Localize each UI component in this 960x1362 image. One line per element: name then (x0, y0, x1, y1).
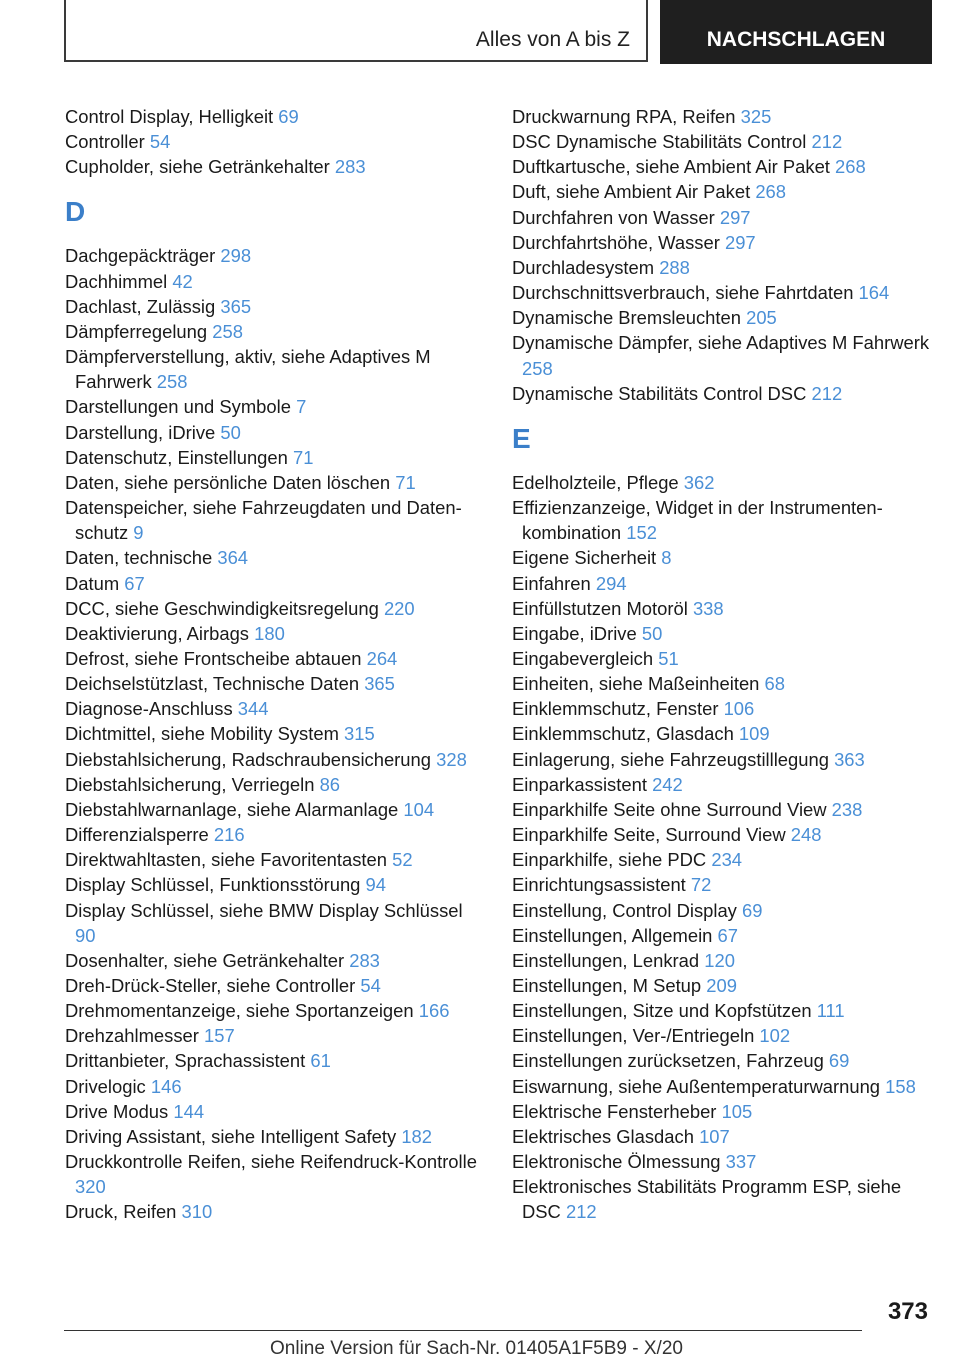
index-entry-term: Dämpferverstellung, aktiv, siehe Adaptives M Fahrwerk (65, 346, 431, 393)
index-entry-page-link[interactable]: 294 (595, 572, 627, 594)
index-entry-term: Dachlast, Zulässig (65, 295, 216, 317)
index-entry-page-link[interactable]: 164 (858, 282, 890, 304)
index-entry (65, 1023, 483, 1048)
index-entry (65, 596, 483, 621)
index-entry-page-link[interactable]: 180 (254, 622, 285, 644)
index-entry-page-link[interactable]: 234 (711, 849, 743, 871)
index-entry-term: Diebstahlsicherung, Radschraubensicherung (65, 748, 431, 770)
index-entry (512, 696, 930, 721)
index-entry (512, 470, 930, 495)
index-entry (65, 394, 483, 419)
index-entry (65, 571, 483, 596)
index-entry-page-link[interactable]: 258 (212, 320, 243, 342)
index-entry-page-link[interactable]: 182 (401, 1125, 433, 1147)
index-entry-page-link[interactable]: 320 (75, 1176, 106, 1198)
index-entry-term: Einheiten, siehe Maßeinheiten (512, 673, 760, 695)
index-entry (65, 1149, 483, 1199)
index-entry (512, 898, 930, 923)
index-entry (512, 255, 930, 280)
footer-divider (64, 1330, 862, 1331)
index-entry-term: Cupholder, siehe Getränkehalter (65, 156, 330, 178)
index-entry-term: Drehmomentanzeige, siehe Sportanzeigen (65, 1000, 414, 1022)
index-entry (512, 495, 930, 545)
index-entry (65, 847, 483, 872)
index-entry-page-link[interactable]: 264 (366, 647, 398, 669)
index-entry-page-link[interactable]: 42 (172, 270, 193, 292)
index-entry-term: Darstellungen und Symbole (65, 396, 291, 418)
index-entry-term: Einstellung, Control Display (512, 899, 737, 921)
index-entry (512, 822, 930, 847)
index-entry (512, 1023, 930, 1048)
index-entry-term: Diagnose-Anschluss (65, 698, 233, 720)
index-entry-page-link[interactable]: 288 (659, 256, 690, 278)
index-entry-term: Einstellungen, Ver-/Entriegeln (512, 1025, 755, 1047)
index-entry-page-link[interactable]: 258 (522, 357, 553, 379)
index-entry-page-link[interactable]: 120 (704, 949, 735, 971)
index-entry-page-link[interactable]: 212 (565, 1201, 597, 1223)
index-entry-term: Einparkassistent (512, 773, 647, 795)
index-entry-page-link[interactable]: 216 (213, 824, 245, 846)
index-entry (65, 747, 483, 772)
index-entry-page-link[interactable]: 106 (723, 698, 755, 720)
index-entry (512, 847, 930, 872)
index-entry (512, 381, 930, 406)
index-entry-term: Datum (65, 572, 120, 594)
index-entry-page-link[interactable]: 105 (721, 1100, 753, 1122)
index-entry-page-link[interactable]: 50 (220, 421, 241, 443)
index-entry (65, 1048, 483, 1073)
index-entry-page-link[interactable]: 146 (150, 1075, 182, 1097)
index-entry-term: Einlagerung, siehe Fahrzeugstilllegung (512, 748, 829, 770)
index-column-left (65, 104, 483, 1225)
index-entry-page-link[interactable]: 152 (626, 522, 657, 544)
index-entry-page-link[interactable]: 52 (392, 849, 413, 871)
index-entry-term: Dachgepäckträger (65, 245, 216, 267)
index-entry-term: Deaktivierung, Airbags (65, 622, 250, 644)
index-entry-term: Elektrische Fensterheber (512, 1100, 717, 1122)
index-entry (512, 646, 930, 671)
index-entry (512, 230, 930, 255)
index-entry (65, 545, 483, 570)
index-entry (65, 1074, 483, 1099)
index-entry-term: Elektrisches Glasdach (512, 1125, 694, 1147)
index-entry-page-link[interactable]: 69 (742, 899, 763, 921)
index-entry-page-link[interactable]: 109 (738, 723, 770, 745)
index-entry-page-link[interactable]: 338 (692, 597, 724, 619)
index-entry-page-link[interactable]: 51 (658, 647, 679, 669)
index-entry-term: Duft, siehe Ambient Air Paket (512, 181, 751, 203)
index-entry-page-link[interactable]: 283 (349, 949, 380, 971)
index-entry-term: Dreh-Drück-Steller, siehe Controller (65, 975, 356, 996)
index-entry-page-link[interactable]: 365 (364, 673, 395, 695)
index-entry-term: Elektronisches Stabilitäts Programm ESP, siehe DSC (512, 1176, 902, 1223)
index-entry (65, 294, 483, 319)
index-entry (512, 179, 930, 204)
index-entry (65, 772, 483, 797)
index-entry (512, 747, 930, 772)
index-entry-term: Deichselstützlast, Technische Daten (65, 673, 360, 695)
index-entry-page-link[interactable]: 8 (661, 547, 672, 569)
index-entry-page-link[interactable]: 69 (278, 106, 299, 127)
index-entry-term: Einstellungen, Allgemein (512, 924, 713, 946)
index-letter-heading: E (512, 422, 531, 454)
index-entry (65, 646, 483, 671)
index-entry (65, 948, 483, 973)
page-header (64, 0, 932, 64)
index-entry-term: Durchfahren von Wasser (512, 206, 715, 228)
index-entry (512, 571, 930, 596)
index-entry-page-link[interactable]: 107 (699, 1125, 730, 1147)
index-entry (65, 797, 483, 822)
index-entry (65, 154, 483, 179)
index-entry-page-link[interactable]: 363 (834, 748, 865, 770)
index-entry-page-link[interactable]: 248 (790, 824, 822, 846)
index-entry-page-link[interactable]: 205 (746, 307, 777, 329)
index-entry (65, 822, 483, 847)
index-entry-term: Drive Modus (65, 1100, 169, 1122)
index-entry (512, 948, 930, 973)
index-entry (512, 545, 930, 570)
index-entry (65, 269, 483, 294)
index-entry-page-link[interactable]: 209 (706, 975, 737, 996)
index-entry-page-link[interactable]: 104 (403, 798, 435, 820)
index-entry-term: Einparkhilfe, siehe PDC (512, 849, 707, 871)
index-entry-page-link[interactable]: 298 (220, 245, 252, 267)
index-entry-page-link[interactable]: 67 (717, 924, 738, 946)
index-entry-page-link[interactable]: 283 (334, 156, 366, 178)
index-entry-term: Dynamische Bremsleuchten (512, 307, 741, 329)
index-entry (65, 420, 483, 445)
index-entry (512, 797, 930, 822)
footer-text: Online Version für Sach-Nr. 01405A1F5B9 - X/20 (270, 1338, 683, 1359)
index-entry (65, 1099, 483, 1124)
index-entry-term: Daten, technische (65, 547, 213, 569)
index-entry-page-link[interactable]: 220 (383, 597, 415, 619)
index-entry-page-link[interactable]: 310 (181, 1201, 213, 1223)
index-entry-page-link[interactable]: 61 (310, 1050, 331, 1072)
index-entry-term: Defrost, siehe Frontscheibe abtauen (65, 647, 362, 669)
index-entry-term: Einklemmschutz, Fenster (512, 698, 719, 720)
index-entry-term: Darstellung, iDrive (65, 421, 216, 443)
index-entry-page-link[interactable]: 364 (217, 547, 249, 569)
index-entry (65, 470, 483, 495)
index-entry-term: Driving Assistant, siehe Intelligent Safety (65, 1125, 397, 1147)
index-entry (65, 721, 483, 746)
index-entry (65, 129, 483, 154)
index-entry-term: Einfahren (512, 572, 591, 594)
index-entry-page-link[interactable]: 365 (220, 295, 252, 317)
index-entry-term: Einklemmschutz, Glasdach (512, 723, 734, 745)
index-entry-term: Einstellungen zurücksetzen, Fahrzeug (512, 1050, 824, 1072)
index-entry-term: Durchschnittsverbrauch, siehe Fahrtdaten (512, 282, 854, 304)
index-entry-page-link[interactable]: 72 (690, 874, 712, 896)
index-entry (65, 319, 483, 344)
index-entry (512, 1149, 930, 1174)
index-entry-term: Effizienzanzeige, Widget in der Instrumentenkombination (512, 497, 883, 544)
index-entry (512, 1099, 930, 1124)
index-entry-term: Daten, siehe persönliche Daten löschen (65, 471, 391, 493)
index-entry-term: Durchladesystem (512, 256, 655, 278)
index-entry-term: Druckwarnung RPA, Reifen (512, 106, 736, 127)
index-entry-term: Durchfahrtshöhe, Wasser (512, 231, 720, 253)
index-entry-term: Einparkhilfe Seite, Surround View (512, 824, 786, 846)
index-entry-page-link[interactable]: 238 (831, 798, 863, 820)
index-entry-page-link[interactable]: 297 (719, 206, 751, 228)
index-entry-term: Druckkontrolle Reifen, siehe Reifendruck-Kontrolle (65, 1151, 477, 1173)
index-entry-term: Datenschutz, Einstellungen (65, 446, 288, 468)
index-entry-page-link[interactable]: 158 (885, 1075, 916, 1097)
index-entry (512, 973, 930, 998)
index-entry (65, 1124, 483, 1149)
index-entry-term: Eingabevergleich (512, 647, 654, 669)
index-entry (65, 243, 483, 268)
index-entry-term: Dynamische Dämpfer, siehe Adaptives M Fahrwerk (512, 332, 930, 354)
index-entry-page-link[interactable]: 337 (725, 1151, 757, 1173)
index-entry (65, 445, 483, 470)
index-entry-page-link[interactable]: 71 (395, 471, 416, 493)
index-entry (65, 621, 483, 646)
index-entry-term: Eiswarnung, siehe Außentemperaturwarnung (512, 1075, 881, 1097)
index-entry-page-link[interactable]: 258 (156, 371, 188, 393)
index-entry-term: Direktwahltasten, siehe Favoritentasten (65, 849, 387, 871)
index-entry-term: Einrichtungsassistent (512, 874, 686, 896)
index-entry (512, 872, 930, 897)
index-entry-term: DCC, siehe Geschwindigkeitsregelung (65, 597, 379, 619)
index-entry-term: Eingabe, iDrive (512, 622, 637, 644)
index-entry-page-link[interactable]: 50 (641, 622, 663, 644)
index-entry (65, 872, 483, 897)
index-entry-term: Dosenhalter, siehe Getränkehalter (65, 949, 345, 971)
index-entry-term: Einparkhilfe Seite ohne Surround View (512, 798, 827, 820)
index-entry-page-link[interactable]: 69 (828, 1050, 850, 1072)
index-entry (512, 923, 930, 948)
index-entry-page-link[interactable]: 102 (759, 1025, 791, 1047)
index-entry (512, 772, 930, 797)
index-entry-page-link[interactable]: 328 (436, 748, 467, 770)
index-entry-page-link[interactable]: 212 (811, 131, 843, 153)
section-title: Alles von A bis Z (475, 28, 630, 51)
index-entry-page-link[interactable]: 212 (811, 382, 843, 404)
index-entry-page-link[interactable]: 68 (764, 673, 786, 695)
index-entry (65, 671, 483, 696)
index-entry-page-link[interactable]: 7 (296, 396, 307, 418)
index-entry-term: Dichtmittel, siehe Mobility System (65, 723, 339, 745)
index-entry-page-link[interactable]: 144 (173, 1100, 205, 1122)
index-entry-page-link[interactable]: 94 (365, 874, 387, 896)
index-entry (65, 344, 483, 394)
index-entry-page-link[interactable]: 111 (816, 1000, 845, 1022)
index-entry-page-link[interactable]: 54 (149, 131, 171, 153)
index-entry (512, 330, 930, 380)
index-entry (512, 1048, 930, 1073)
index-entry-term: Drittanbieter, Sprachassistent (65, 1050, 306, 1072)
index-entry-page-link[interactable]: 268 (835, 156, 866, 178)
index-entry (512, 1074, 930, 1099)
index-entry (512, 621, 930, 646)
index-entry-term: Elektronische Ölmessung (512, 1151, 721, 1173)
index-entry-term: Dachhimmel (65, 270, 168, 292)
index-entry-term: Differenzialsperre (65, 824, 209, 846)
index-entry-page-link[interactable]: 90 (75, 924, 96, 946)
index-entry-term: Einstellungen, Lenkrad (512, 949, 700, 971)
index-entry-page-link[interactable]: 242 (652, 773, 683, 795)
index-entry-term: Display Schlüssel, Funktionsstörung (65, 874, 361, 896)
index-entry (512, 998, 930, 1023)
index-entry-term: Control Display, Helligkeit (65, 106, 274, 127)
index-entry-page-link[interactable]: 315 (344, 723, 375, 745)
chapter-tab: NACHSCHLAGEN (660, 0, 932, 64)
index-entry (65, 696, 483, 721)
index-entry-term: Edelholzteile, Pflege (512, 471, 679, 493)
index-entry-page-link[interactable]: 157 (204, 1025, 235, 1047)
page-number: 373 (887, 1298, 928, 1325)
index-entry-term: Diebstahlsicherung, Verriegeln (65, 773, 315, 795)
index-entry-term: DSC Dynamische Stabilitäts Control (512, 131, 807, 153)
index-entry-term: Drehzahlmesser (65, 1025, 199, 1047)
index-entry-term: Einstellungen, M Setup (512, 975, 702, 996)
index-entry (512, 205, 930, 230)
index-entry-term: Dämpferregelung (65, 320, 208, 342)
index-entry-page-link[interactable]: 362 (683, 471, 715, 493)
index-entry (65, 104, 483, 129)
index-entry (512, 1174, 930, 1224)
index-entry (512, 280, 930, 305)
index-entry-term: Druck, Reifen (65, 1201, 177, 1223)
index-entry (65, 495, 483, 545)
index-entry-term: Controller (65, 131, 145, 153)
index-entry-page-link[interactable]: 325 (740, 106, 772, 127)
index-entry-page-link[interactable]: 71 (293, 446, 314, 468)
index-entry-term: Eigene Sicherheit (512, 547, 657, 569)
index-entry-page-link[interactable]: 86 (319, 773, 341, 795)
index-entry (512, 596, 930, 621)
index-entry (512, 104, 930, 129)
index-entry-term: Einfüllstutzen Motoröl (512, 597, 688, 619)
index-entry (512, 129, 930, 154)
index-entry-term: Display Schlüssel, siehe BMW Display Schlüssel (65, 899, 463, 921)
index-column-right (512, 104, 930, 1225)
index-entry-term: Einstellungen, Sitze und Kopfstützen (512, 1000, 812, 1022)
index-entry (512, 721, 930, 746)
index-entry-term: Duftkartusche, siehe Ambient Air Paket (512, 156, 830, 178)
index-entry (65, 898, 483, 948)
index-entry (512, 671, 930, 696)
index-entry-term: Diebstahlwarnanlage, siehe Alarmanlage (65, 798, 399, 820)
index-entry-page-link[interactable]: 54 (360, 975, 381, 996)
index-entry (512, 305, 930, 330)
index-entry (65, 973, 483, 998)
index-entry-page-link[interactable]: 166 (418, 1000, 450, 1022)
index-entry-page-link[interactable]: 67 (124, 572, 145, 594)
index-entry-term: Drivelogic (65, 1075, 146, 1097)
index-entry-term: Dynamische Stabilitäts Control DSC (512, 382, 807, 404)
index-entry-page-link[interactable]: 344 (237, 698, 269, 720)
index-entry-term: Datenspeicher, siehe Fahrzeugdaten und Datenschutz (65, 497, 462, 544)
index-entry (512, 154, 930, 179)
index-entry (512, 1124, 930, 1149)
index-entry-page-link[interactable]: 9 (133, 522, 144, 544)
index-letter-heading: D (65, 196, 86, 228)
index-entry (65, 998, 483, 1023)
index-entry-page-link[interactable]: 268 (755, 181, 786, 203)
index-entry (65, 1199, 483, 1224)
index-entry-page-link[interactable]: 297 (724, 231, 756, 253)
